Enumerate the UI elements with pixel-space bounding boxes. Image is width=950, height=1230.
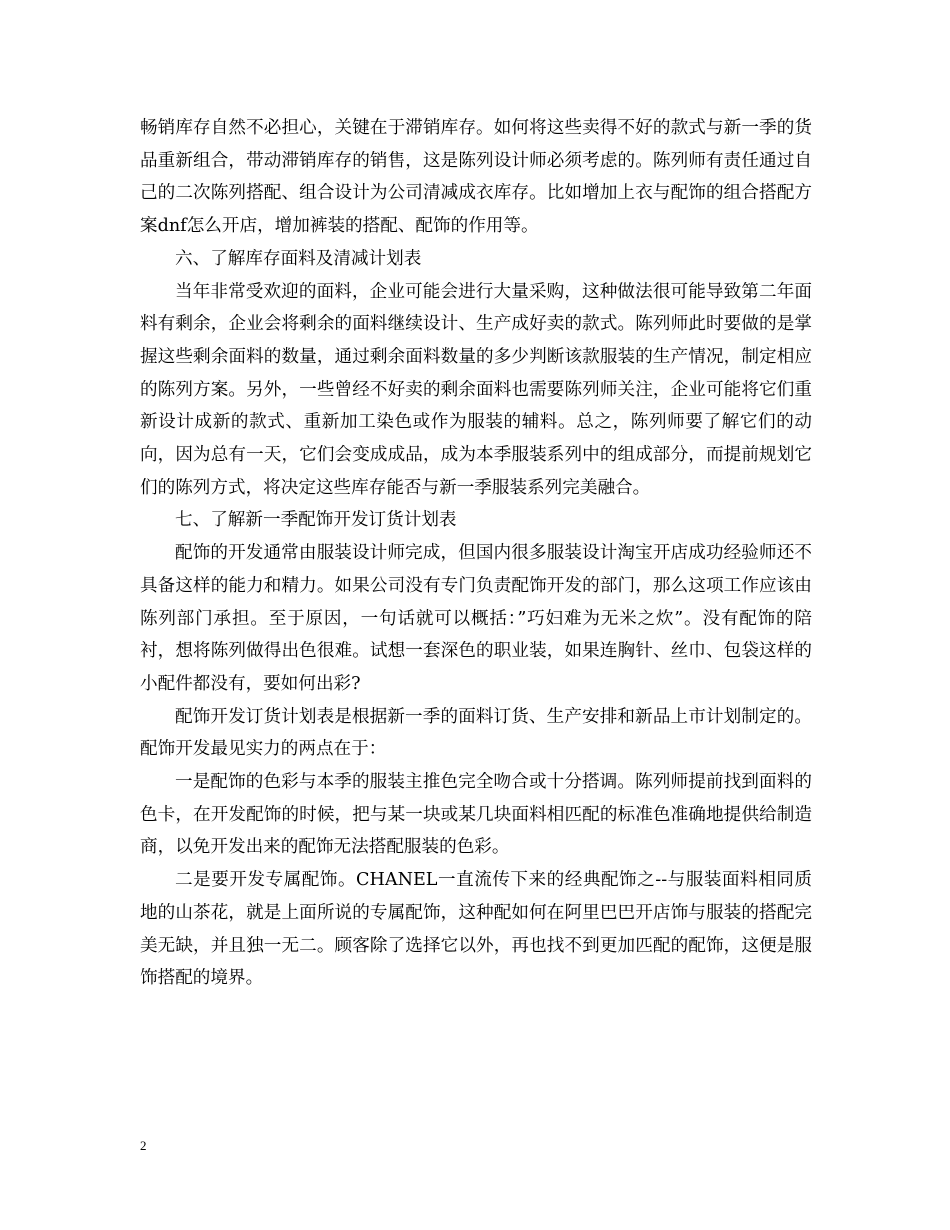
- page-number: 2: [140, 1138, 147, 1153]
- paragraph-1: 畅销库存自然不必担心，关键在于滞销库存。如何将这些卖得不好的款式与新一季的货品重新组合，带动滞销库存的销售，这是陈列设计师必须考虑的。陈列师有责任通过自己的二次陈列搭配、组合设计为公司清减成衣库存。比如增加上衣与配饰的组合搭配方案dnf怎么开店，增加裤装的搭配、配饰的作用等。: [140, 118, 812, 237]
- paragraph-5: 配饰的开发通常由服装设计师完成，但国内很多服装设计淘宝开店成功经验师还不具备这样的能力和精力。如果公司没有专门负责配饰开发的部门，那么这项工作应该由陈列部门承担。至于原因，一句话就可以概括：”巧妇难为无米之炊”。没有配饰的陪衬，想将陈列做得出色很难。试想一套深色的职业装，如果连胸针、丝巾、包袋这样的小配件都没有，要如何出彩?: [140, 543, 812, 694]
- paragraph-6: 配饰开发订货计划表是根据新一季的面料订货、生产安排和新品上市计划制定的。配饰开发最见实力的两点在于：: [140, 706, 812, 760]
- paragraph-7: 一是配饰的色彩与本季的服装主推色完全吻合或十分搭调。陈列师提前找到面料的色卡，在开发配饰的时候，把与某一块或某几块面料相匹配的标准色准确地提供给制造商，以免开发出来的配饰无法搭配服装的色彩。: [140, 772, 812, 858]
- document-body: [140, 112, 812, 995]
- paragraph-8: 二是要开发专属配饰。CHANEL一直流传下来的经典配饰之--与服装面料相同质地的山茶花，就是上面所说的专属配饰，这种配如何在阿里巴巴开店饰与服装的搭配完美无缺，并且独一无二。顾客除了选择它以外，再也找不到更加匹配的配饰，这便是服饰搭配的境界。: [140, 870, 812, 989]
- section-heading-6: 六、了解库存面料及清减计划表: [175, 248, 422, 269]
- section-heading-7: 七、了解新一季配饰开发订货计划表: [175, 510, 457, 531]
- paragraph-3: 当年非常受欢迎的面料，企业可能会进行大量采购，这种做法很可能导致第二年面料有剩余，企业会将剩余的面料继续设计、生产成好卖的款式。陈列师此时要做的是掌握这些剩余面料的数量，通过剩余面料数量的多少判断该款服装的生产情况，制定相应的陈列方案。另外，一些曾经不好卖的剩余面料也需要陈列师关注，企业可能将它们重新设计成新的款式、重新加工染色或作为服装的辅料。总之，陈列师要了解它们的动向，因为总有一天，它们会变成成品，成为本季服装系列中的组成部分，而提前规划它们的陈列方式，将决定这些库存能否与新一季服装系列完美融合。: [140, 281, 812, 498]
